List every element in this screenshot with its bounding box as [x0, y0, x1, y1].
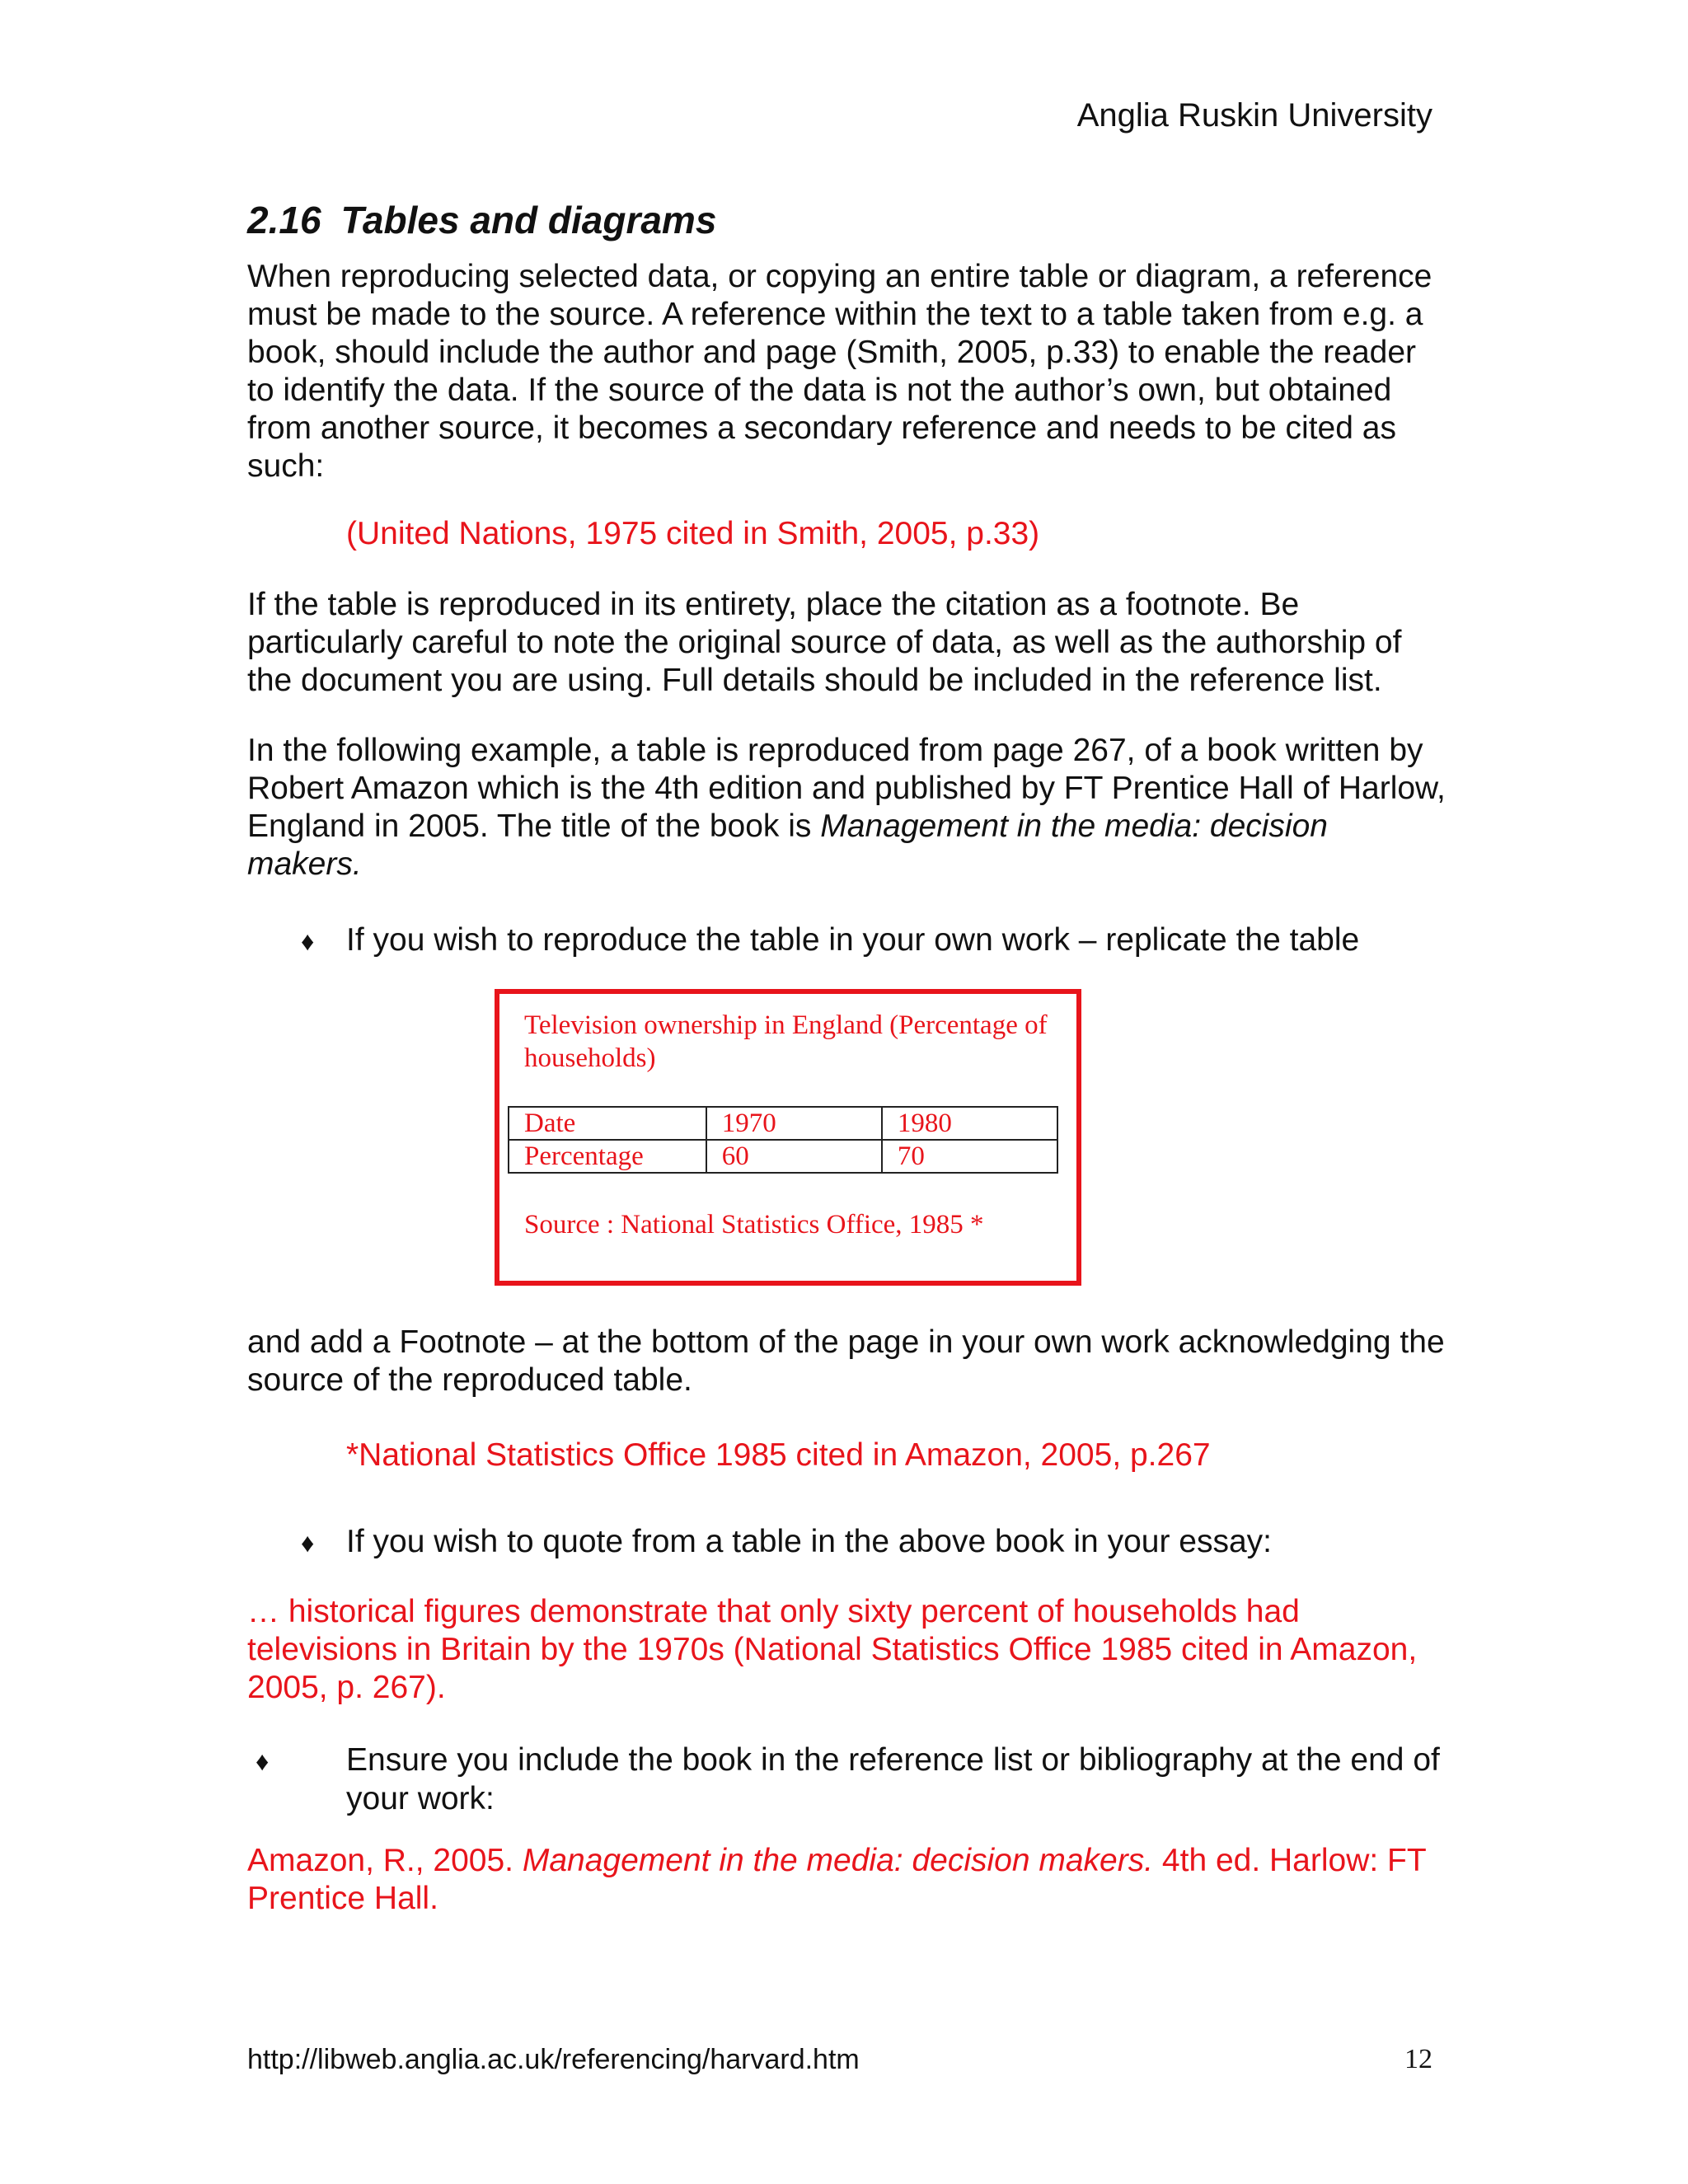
paragraph-intro: When reproducing selected data, or copying an entire table or diagram, a reference must be made to the source. A reference within the text to a table taken from e.g. a book, should include the author and page (Smith, 2005, p.33) to enable the reader to identify the data. If the source of the data is not the author’s own, but obtained from another source, it becomes a secondary reference and needs to be cited as such:: [247, 259, 1432, 484]
citation-example-secondary: (United Nations, 1975 cited in Smith, 2005, p.33): [346, 516, 1040, 551]
reference-publication: 4th ed. Harlow: FT Prentice Hall.: [247, 1843, 1426, 1916]
bullet-quote-table: [301, 1523, 1455, 1562]
diamond-bullet-icon: ♦: [256, 1746, 270, 1776]
table-row: [509, 1140, 1057, 1173]
table-cell: 70: [882, 1140, 1057, 1173]
bullet-text: If you wish to quote from a table in the above book in your essay:: [346, 1524, 1272, 1559]
reference-entry: [247, 1842, 1451, 1918]
footer-url-link[interactable]: http://libweb.anglia.ac.uk/referencing/harvard.htm: [247, 2044, 860, 2075]
table-cell: Percentage: [509, 1140, 706, 1173]
quote-example: … historical figures demonstrate that only sixty percent of households had televisions in Britain by the 1970s (National Statistics Office 1985 cited in Amazon, 2005, p. 267).: [247, 1594, 1418, 1705]
table-cell: 1980: [882, 1107, 1057, 1140]
paragraph-add-footnote: and add a Footnote – at the bottom of the page in your own work acknowledging the source of the reproduced table.: [247, 1324, 1445, 1398]
bullet-text: Ensure you include the book in the reference list or bibliography at the end of your work:: [346, 1742, 1440, 1816]
bullet-text: If you wish to reproduce the table in your own work – replicate the table: [346, 922, 1360, 958]
table-cell: 60: [706, 1140, 882, 1173]
paragraph-example-description: [247, 732, 1451, 883]
example-table: [508, 1106, 1058, 1174]
paragraph-example-text: In the following example, a table is reproduced from page 267, of a book written by Robert Amazon which is the 4th edition and published by FT Prentice Hall of Harlow, England in 2005. The title of the book is: [247, 733, 1446, 844]
table-row: [509, 1107, 1057, 1140]
section-number: 2.16: [247, 199, 321, 241]
header-institution: Anglia Ruskin University: [1076, 97, 1432, 134]
paragraph-footnote-advice: If the table is reproduced in its entirety, place the citation as a footnote. Be particularly careful to note the original source of data, as well as the authorship of the document you are using. Full details should be included in the reference list.: [247, 587, 1402, 698]
page-number: 12: [1404, 2044, 1432, 2074]
diamond-bullet-icon: ♦: [301, 926, 315, 956]
table-source: Source : National Statistics Office, 1985 *: [524, 1210, 984, 1240]
bullet-reference-list: [256, 1741, 1500, 1818]
reference-title: Management in the media: decision makers.: [522, 1843, 1154, 1878]
diamond-bullet-icon: ♦: [301, 1528, 315, 1558]
citation-footnote-example: *National Statistics Office 1985 cited in Amazon, 2005, p.267: [346, 1437, 1211, 1473]
book-title: Management in the media: decision makers.: [247, 808, 1328, 882]
table-caption: Television ownership in England (Percentage of households): [524, 1010, 1048, 1073]
table-cell: Date: [509, 1107, 706, 1140]
section-title: [247, 198, 716, 242]
section-title-text: Tables and diagrams: [340, 199, 717, 241]
example-table-box: [495, 989, 1081, 1286]
reference-author-year: Amazon, R., 2005.: [247, 1843, 523, 1878]
table-cell: 1970: [706, 1107, 882, 1140]
bullet-reproduce-table: [301, 921, 1455, 960]
